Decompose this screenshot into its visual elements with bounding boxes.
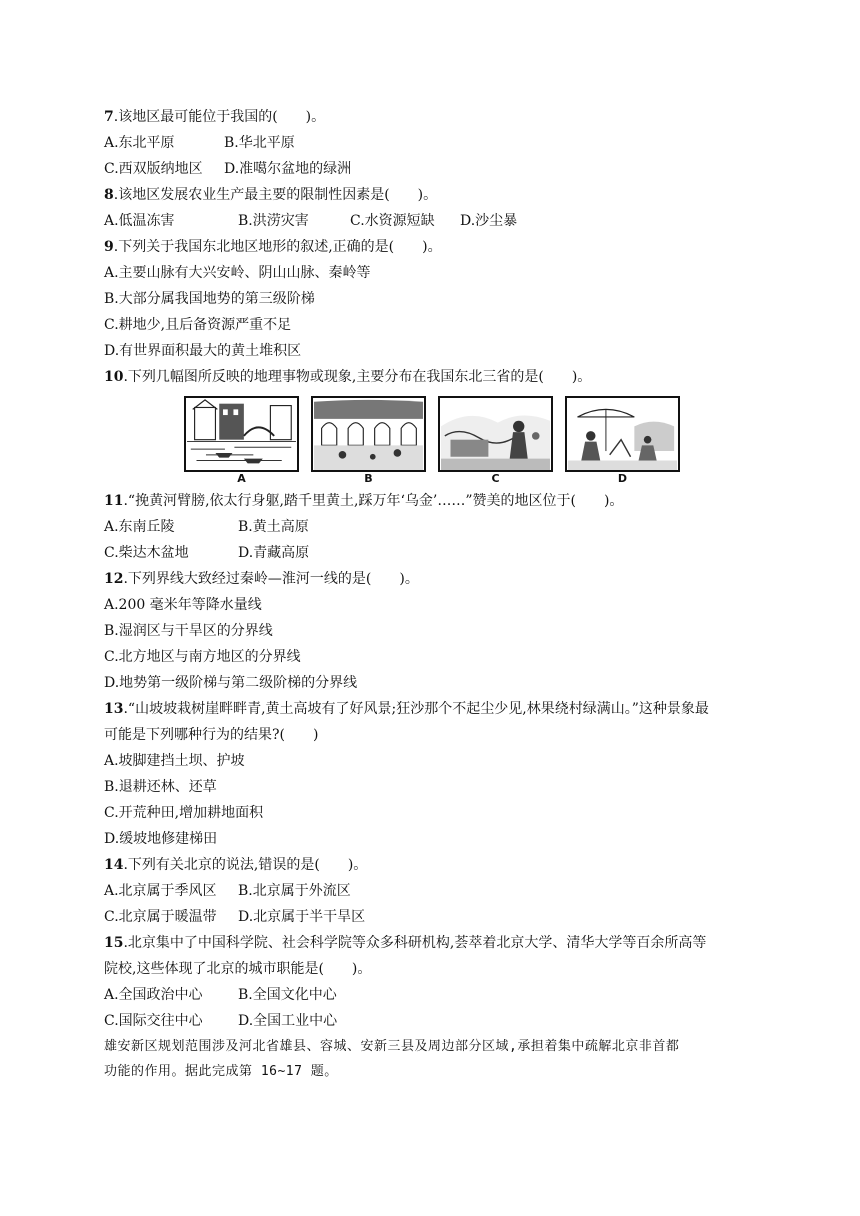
option-c[interactable]: C.开荒种田,增加耕地面积 (104, 805, 264, 821)
option-b[interactable]: B.黄土高原 (238, 519, 309, 535)
question-text: .该地区最可能位于我国的( )。 (113, 109, 326, 125)
options-row (104, 130, 764, 156)
question-text: .“挽黄河臂膀,依太行身躯,踏千里黄土,踩万年‘乌金’……”赞美的地区位于( )。 (123, 493, 624, 509)
figure-c[interactable] (438, 396, 553, 488)
figure-row (184, 396, 764, 488)
option-b[interactable]: B.大部分属我国地势的第三级阶梯 (104, 291, 315, 307)
option-d[interactable]: D.全国工业中心 (238, 1013, 338, 1029)
option-d[interactable]: D.缓坡地修建梯田 (104, 831, 218, 847)
question-number: 12 (104, 571, 124, 587)
options-row (104, 1008, 764, 1034)
option-c[interactable]: C.柴达木盆地 (104, 545, 189, 561)
options-row (104, 514, 764, 540)
question-number: 7 (104, 109, 114, 125)
option-a[interactable]: A.北京属于季风区 (104, 883, 217, 899)
reading-material-line1: 雄安新区规划范围涉及河北省雄县、容城、安新三县及周边部分区域,承担着集中疏解北京非首都 (104, 1039, 680, 1054)
option-a[interactable]: A.主要山脉有大兴安岭、阴山山脉、秦岭等 (104, 265, 371, 281)
options-row (104, 904, 764, 930)
figure-label: C (491, 472, 500, 485)
option-b[interactable]: B.洪涝灾害 (238, 213, 309, 229)
question-14-stem (104, 852, 764, 878)
question-text: .“山坡坡栽树崖畔畔青,黄土高坡有了好风景;狂沙那个不起尘少见,林果绕村绿满山。”这种景象最 (123, 701, 709, 717)
option-b[interactable]: B.华北平原 (224, 135, 295, 151)
option-a[interactable]: A.东南丘陵 (104, 519, 175, 535)
exam-page (104, 104, 764, 1084)
option-c[interactable]: C.西双版纳地区 (104, 161, 203, 177)
question-15-stem-cont: 院校,这些体现了北京的城市职能是( )。 (104, 961, 372, 977)
option-a[interactable]: A.低温冻害 (104, 213, 175, 229)
question-number: 11 (104, 493, 124, 509)
figure-label: D (617, 472, 628, 485)
option-a[interactable]: A.200 毫米年等降水量线 (104, 597, 262, 613)
water-town-illustration (184, 396, 299, 472)
outdoor-scene-illustration (565, 396, 680, 472)
question-number: 13 (104, 701, 124, 717)
option-b[interactable]: B.全国文化中心 (238, 987, 337, 1003)
option-b[interactable]: B.北京属于外流区 (238, 883, 351, 899)
question-11-stem (104, 488, 764, 514)
option-b[interactable]: B.湿润区与干旱区的分界线 (104, 623, 273, 639)
option-c[interactable]: C.水资源短缺 (350, 213, 435, 229)
question-number: 9 (104, 239, 114, 255)
option-c[interactable]: C.国际交往中心 (104, 1013, 203, 1029)
figure-label: B (364, 472, 373, 485)
question-10-stem (104, 364, 764, 390)
figure-a[interactable] (184, 396, 299, 488)
question-text: .下列有关北京的说法,错误的是( )。 (123, 857, 368, 873)
question-number: 15 (104, 935, 124, 951)
option-a[interactable]: A.东北平原 (104, 135, 175, 151)
option-a[interactable]: A.全国政治中心 (104, 987, 203, 1003)
option-c[interactable]: C.耕地少,且后备资源严重不足 (104, 317, 292, 333)
question-13-stem-cont: 可能是下列哪种行为的结果?( ) (104, 727, 319, 743)
question-text: .北京集中了中国科学院、社会科学院等众多科研机构,荟萃着北京大学、清华大学等百余所高等 (123, 935, 707, 951)
option-c[interactable]: C.北京属于暖温带 (104, 909, 217, 925)
question-8-stem (104, 182, 764, 208)
option-c[interactable]: C.北方地区与南方地区的分界线 (104, 649, 301, 665)
question-text: .下列界线大致经过秦岭—淮河一线的是( )。 (123, 571, 419, 587)
options-row (104, 540, 764, 566)
question-text: .下列关于我国东北地区地形的叙述,正确的是( )。 (113, 239, 442, 255)
option-d[interactable]: D.青藏高原 (238, 545, 310, 561)
option-d[interactable]: D.有世界面积最大的黄土堆积区 (104, 343, 302, 359)
question-text: .下列几幅图所反映的地理事物或现象,主要分布在我国东北三省的是( )。 (123, 369, 592, 385)
option-a[interactable]: A.坡脚建挡土坝、护坡 (104, 753, 245, 769)
option-d[interactable]: D.沙尘暴 (460, 213, 518, 229)
options-row (104, 982, 764, 1008)
figure-label: A (237, 472, 246, 485)
question-text: .该地区发展农业生产最主要的限制性因素是( )。 (113, 187, 438, 203)
reading-material (104, 1034, 764, 1084)
option-b[interactable]: B.退耕还林、还草 (104, 779, 217, 795)
question-number: 10 (104, 369, 124, 385)
question-9-stem (104, 234, 764, 260)
question-12-stem (104, 566, 764, 592)
option-d[interactable]: D.地势第一级阶梯与第二级阶梯的分界线 (104, 675, 358, 691)
question-15-stem (104, 930, 764, 956)
options-row (104, 878, 764, 904)
option-d[interactable]: D.北京属于半干旱区 (238, 909, 366, 925)
question-7-stem (104, 104, 764, 130)
question-13-stem (104, 696, 764, 722)
question-number: 8 (104, 187, 114, 203)
question-number: 14 (104, 857, 124, 873)
options-row (104, 208, 764, 234)
option-d[interactable]: D.准噶尔盆地的绿洲 (224, 161, 352, 177)
figure-b[interactable] (311, 396, 426, 488)
ethnic-celebration-illustration (438, 396, 553, 472)
figure-d[interactable] (565, 396, 680, 488)
options-row (104, 156, 764, 182)
reading-material-line2: 功能的作用。据此完成第 16~17 题。 (104, 1064, 338, 1079)
cave-dwelling-illustration (311, 396, 426, 472)
